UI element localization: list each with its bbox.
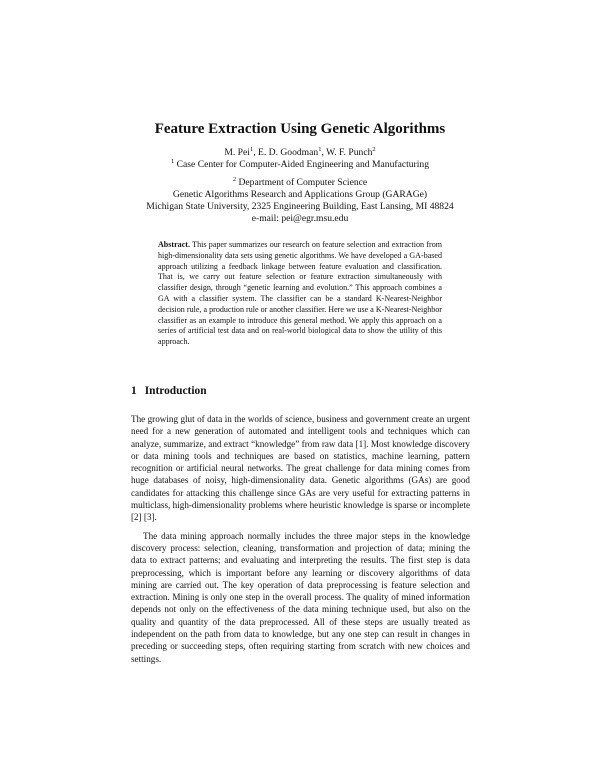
section-heading	[131, 385, 207, 397]
affiliation-mark: 2	[232, 175, 237, 183]
author-mark: 1	[249, 145, 254, 153]
author-block	[0, 147, 600, 225]
author-name: E. D. Goodman	[257, 147, 319, 158]
section-body	[131, 413, 470, 665]
affiliation-mark: 1	[170, 157, 175, 165]
affiliation-text: Department of Computer Science	[238, 177, 368, 188]
affiliation-text: Case Center for Computer-Aided Engineering and Manufacturing	[176, 159, 430, 170]
abstract-text: This paper summarizes our research on feature selection and extraction from high-dimensionality data sets using genetic algorithms. We have developed a GA-based approach utilizing a feedback linkage between feature evaluation and classification. That is, we carry out feature selection or feature extraction simultaneously with classifier design, through “genetic learning and evolution.” This approach combines a GA with a classifier system. The classifier can be a standard K-Nearest-Neighbor decision rule, a production rule or another classifier. Here we use a K-Nearest-Neighbor classifier as an example to introduce this general method. We apply this approach on a series of artificial test data and on real-world biological data to show the utility of this approach.	[158, 240, 442, 347]
body-paragraph: The data mining approach normally includes the three major steps in the knowledge discovery process: selection, cleaning, transformation and projection of data; mining the data to extract patterns; and evaluating and interpreting the results. The first step is data preprocessing, which is important before any learning or discovery algorithms of data mining are carried out. The key operation of data preprocessing is feature selection and extraction. Mining is only one step in the overall process. The quality of mined information depends not only on the effectiveness of the data mining technique used, but also on the quality and quantity of the data preprocessed. All of these steps are usually treated as independent on the path from data to knowledge, but any one step can result in changes in preceding or succeeding steps, often requiring starting from scratch with new choices and settings.	[131, 530, 470, 664]
author-email: e-mail: pei@egr.msu.edu	[251, 213, 349, 224]
section-title: Introduction	[144, 385, 207, 397]
author-name: W. F. Punch	[326, 147, 373, 158]
author-name: M. Pei	[224, 147, 250, 158]
affiliation-1	[0, 159, 600, 171]
section-number: 1	[131, 385, 137, 397]
affiliation-2-address: Michigan State University, 2325 Engineering Building, East Lansing, MI 48824	[146, 201, 454, 212]
author-mark: 1	[318, 145, 322, 153]
abstract-label: Abstract.	[158, 240, 190, 249]
abstract	[158, 240, 442, 348]
author-mark: 2	[372, 145, 376, 153]
author-line: M. Pei$^1$, E. D. Goodman$^1$, W. F. Punch$^2$	[224, 145, 376, 158]
affiliation-2-dept	[0, 177, 600, 189]
affiliation-2-group: Genetic Algorithms Research and Applications Group (GARAGe)	[172, 189, 428, 200]
body-paragraph: The growing glut of data in the worlds of science, business and government create an urgent need for a new generation of automated and intelligent tools and techniques which can analyze, summarize, and extract “knowledge” from raw data [1]. Most knowledge discovery or data mining tools and techniques are based on statistics, machine learning, pattern recognition or artificial neural networks. The great challenge for data mining comes from huge databases of noisy, high-dimensionality data. Genetic algorithms (GAs) are good candidates for attacking this challenge since GAs are very useful for extracting patterns in multiclass, high-dimensionality problems where heuristic knowledge is sparse or incomplete [2] [3].	[131, 414, 470, 523]
paper-title: Feature Extraction Using Genetic Algorithms	[154, 121, 446, 137]
